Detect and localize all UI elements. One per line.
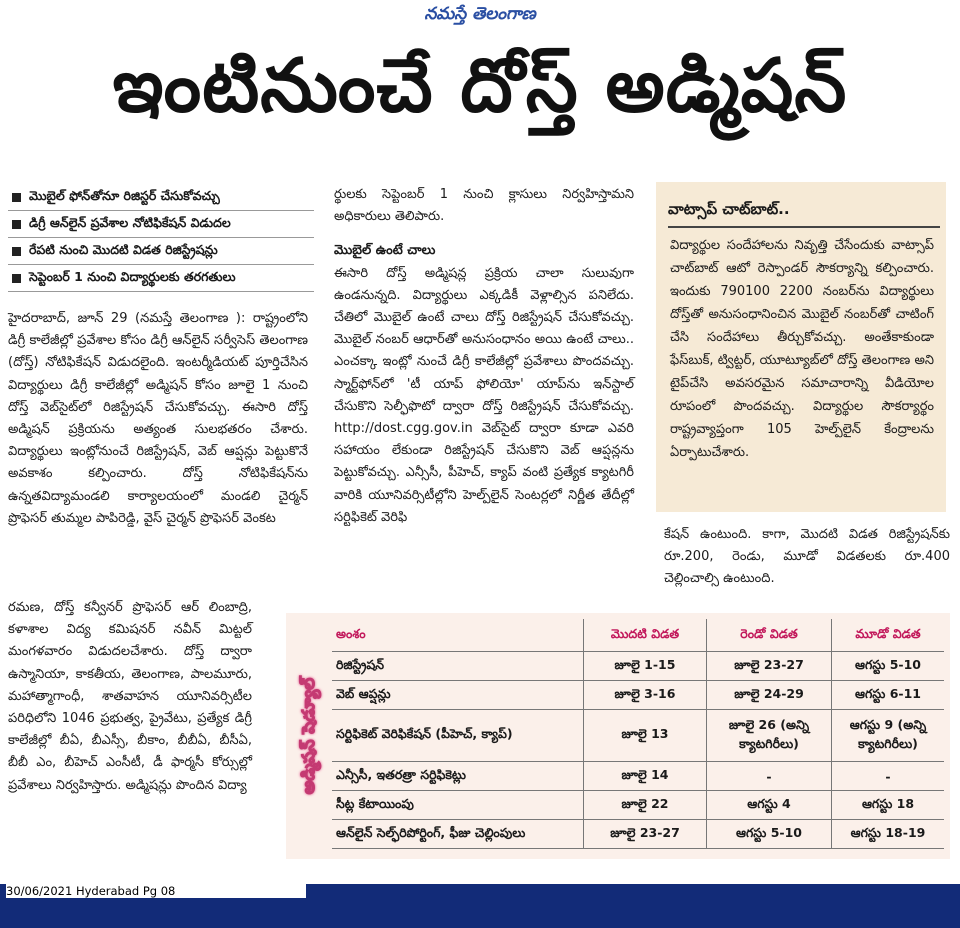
table-cell: ఆగస్టు 5-10 — [832, 652, 945, 681]
highlight-item: సెప్టెంబర్ 1 నుంచి విద్యార్థులకు తరగతులు — [8, 265, 314, 292]
table-cell: జూలై 26 (అన్ని క్యాటగిరీలు) — [707, 710, 832, 762]
table-cell: ఆగస్టు 6-11 — [832, 681, 945, 710]
table-row — [332, 710, 944, 762]
article-text: ఈసారి దోస్త్ అడ్మిషన్ల ప్రక్రియ చాలా సులువుగా ఉండనున్నది. విద్యార్థులు ఎక్కడికీ వెళ్లాల్సిన పనిలేదు. చేతిలో మొబైల్ ఉంటే చాలు దోస్త్ రిజిస్ట్రేషన్ చేసుకోవచ్చు. మొబైల్ నంబర్ ఆధార్‌తో అనుసంధానం అయి ఉంటే చాలు.. ఎంచక్కా ఇంట్లో నుంచే డిగ్రీ కాలేజీల్లో ప్రవేశాలు పొందవచ్చు. స్మార్ట్‌ఫోన్‌లో 'టీ యాప్ ఫోలియో' యాప్‌ను ఇన్‌స్టాల్ చేసుకొని సెల్ఫీఫొటో ద్వారా దోస్త్ రిజిస్ట్రేషన్ చేసుకోవచ్చు. http://dost.cgg.gov.in వెబ్‌సైట్ ద్వారా కూడా ఎవరి సహాయం లేకుండా రిజిస్ట్రేషన్ చేసుకొని వెబ్ ఆప్షన్లను పెట్టుకోవచ్చు. ఎన్సీసీ, పీహెచ్, క్యాప్ వంటి ప్రత్యేక క్యాటగిరీ వారికి యూనివర్సిటీల్లోని హెల్ప్‌లైన్ సెంటర్లలో నిర్ణీత తేదీల్లో సర్టిఫికెట్ వెరిఫి — [334, 265, 634, 525]
table-cell: జూలై 24-29 — [707, 681, 832, 710]
highlight-item: మొబైల్ ఫోన్‌తోనూ రిజిస్టర్ చేసుకోవచ్చు — [8, 184, 314, 211]
table-cell: జూలై 14 — [584, 762, 707, 791]
subheading: మొబైల్ ఉంటే చాలు — [334, 243, 436, 259]
schedule-table — [332, 619, 944, 849]
article-text: ర్థులకు సెప్టెంబర్ 1 నుంచి క్లాసులు నిర్వహిస్తామని అధికారులు తెలిపారు. — [334, 187, 634, 225]
bullet-square-icon — [12, 220, 21, 229]
table-cell: జూలై 3-16 — [584, 681, 707, 710]
table-row — [332, 681, 944, 710]
article-column-1-continued — [8, 597, 252, 797]
table-cell: సీట్ల కేటాయింపు — [332, 791, 584, 820]
sidebar-title: వాట్సాప్ చాట్‌బాట్.. — [668, 200, 790, 218]
masthead: నమస్తే తెలంగాణ — [424, 4, 536, 24]
table-cell: - — [707, 762, 832, 791]
table-cell: - — [832, 762, 945, 791]
table-row — [332, 791, 944, 820]
sidebar-divider — [668, 226, 940, 228]
highlight-item: రేపటి నుంచి మొదటి విడత రిజిస్ట్రేషన్లు — [8, 238, 314, 265]
article-column-3 — [664, 524, 950, 591]
headline: ఇంటినుంచే దోస్త్ అడ్మిషన్ — [112, 43, 848, 129]
article-column-1 — [8, 308, 308, 530]
edition-date-label: 30/06/2021 Hyderabad Pg 08 — [6, 884, 306, 898]
article-text: రమణ, దోస్త్ కన్వీనర్ ప్రొఫెసర్ ఆర్ లింబాద్రి, కళాశాల విద్య కమిషనర్ నవీన్ మిట్టల్ మంగళవారం విడుదలచేశారు. దోస్త్ ద్వారా ఉస్మానియా, కాకతీయ, తెలంగాణ, పాలమూరు, మహాత్మాగాంధీ, శాతవాహన యూనివర్సిటీల పరిధిలోని 1046 ప్రభుత్వ, ప్రైవేటు, ప్రత్యేక డిగ్రీ కాలేజీల్లో బీఏ, బీఎస్సీ, బీకాం, బీబీఏ, బీసీఏ, బీబీ ఎం, బీహెచ్ ఎంసీటీ, డీ ఫార్మసీ కోర్సుల్లో ప్రవేశాలు నిర్వహిస్తారు. అడ్మిషన్లు పొందిన విద్యా — [8, 600, 252, 793]
column-header: అంశం — [332, 619, 584, 652]
highlights-list — [8, 184, 314, 292]
table-cell: జూలై 23-27 — [707, 652, 832, 681]
article-column-2 — [334, 184, 634, 529]
highlight-item: డిగ్రీ ఆన్‌లైన్ ప్రవేశాల నోటిఫికేషన్ విడుదల — [8, 211, 314, 238]
bullet-square-icon — [12, 274, 21, 283]
table-row — [332, 820, 944, 849]
column-header: మూడో విడత — [832, 619, 945, 652]
table-cell: ఆన్‌లైన్ సెల్ఫ్‌రిపోర్టింగ్, ఫీజు చెల్లింపులు — [332, 820, 584, 849]
table-cell: జూలై 1-15 — [584, 652, 707, 681]
sidebar-text: విద్యార్థుల సందేహాలను నివృత్తి చేసేందుకు వాట్సాప్ చాట్‌బాట్ ఆటో రెస్పాండర్ సౌకర్యాన్ని కల్పించారు. ఇందుకు 790100 2200 నంబర్‌ను విద్యార్థులు దోస్త్‌తో అనుసంధానించిన మొబైల్ నంబర్‌తో చాటింగ్ చేసి సందేహాలు తీర్చుకోవచ్చు. అంతేకాకుండా ఫేస్‌బుక్, ట్విట్టర్, యూట్యూబ్‌లో దోస్త్ తెలంగాణ అని టైప్‌చేసి అవసరమైన సమాచారాన్ని వీడియోల రూపంలో పొందవచ్చు. విద్యార్థుల సౌకర్యార్థం రాష్ట్రవ్యాప్తంగా 105 హెల్ప్‌లైన్ కేంద్రాలను ఏర్పాటుచేశారు. — [670, 238, 934, 460]
table-cell: ఎన్సీసీ, ఇతరత్రా సర్టిఫికెట్లు — [332, 762, 584, 791]
article-text: హైదరాబాద్, జూన్ 29 (నమస్తే తెలంగాణ ): రాష్ట్రంలోని డిగ్రీ కాలేజీల్లో ప్రవేశాల కోసం డిగ్రీ ఆన్‌లైన్ సర్వీసెస్ తెలంగాణ (దోస్త్) నోటిఫికేషన్ విడుదలైంది. ఇంటర్మీడియట్ పూర్తిచేసిన విద్యార్థులు డిగ్రీ కాలేజీల్లో అడ్మిషన్ కోసం జూలై 1 నుంచి దోస్త్ వెబ్‌సైట్‌లో రిజిస్ట్రేషన్ చేసుకోవచ్చు. ఈసారి దోస్త్ అడ్మిషన్ ప్రక్రియను అత్యంత సులభతరం చేశారు. విద్యార్థులు ఇంట్లోనుంచే రిజిస్ట్రేషన్, వెబ్ ఆప్షన్లు పెట్టుకొనే అవకాశం కల్పించారు. దోస్త్ నోటిఫికేషన్‌ను ఉన్నతవిద్యామండలి కార్యాలయంలో మండలి చైర్మన్ ప్రొఫెసర్ తుమ్మల పాపిరెడ్డి, వైస్ చైర్మన్ ప్రొఫెసర్ వెంకట — [8, 311, 308, 526]
table-cell: ఆగస్టు 4 — [707, 791, 832, 820]
table-cell: జూలై 22 — [584, 791, 707, 820]
table-cell: జూలై 23-27 — [584, 820, 707, 849]
table-cell: రిజిస్ట్రేషన్ — [332, 652, 584, 681]
table-cell: ఆగస్టు 5-10 — [707, 820, 832, 849]
table-cell: వెబ్ ఆప్షన్లు — [332, 681, 584, 710]
column-header: రెండో విడత — [707, 619, 832, 652]
table-cell: జూలై 13 — [584, 710, 707, 762]
article-text: కేషన్ ఉంటుంది. కాగా, మొదటి విడత రిజిస్ట్రేషన్‌కు రూ.200, రెండు, మూడో విడతలకు రూ.400 చెల్లించాల్సి ఉంటుంది. — [664, 527, 950, 587]
table-cell: ఆగస్టు 18 — [832, 791, 945, 820]
schedule-band-label: అడ్మిషన్ షెడ్యూల్ — [299, 677, 320, 795]
table-header-row — [332, 619, 944, 652]
bullet-square-icon — [12, 247, 21, 256]
bullet-square-icon — [12, 193, 21, 202]
table-row — [332, 762, 944, 791]
table-row — [332, 652, 944, 681]
table-cell: ఆగస్టు 18-19 — [832, 820, 945, 849]
table-cell: ఆగస్టు 9 (అన్ని క్యాటగిరీలు) — [832, 710, 945, 762]
column-header: మొదటి విడత — [584, 619, 707, 652]
table-cell: సర్టిఫికెట్ వెరిఫికేషన్ (పీహెచ్, క్యాప్) — [332, 710, 584, 762]
